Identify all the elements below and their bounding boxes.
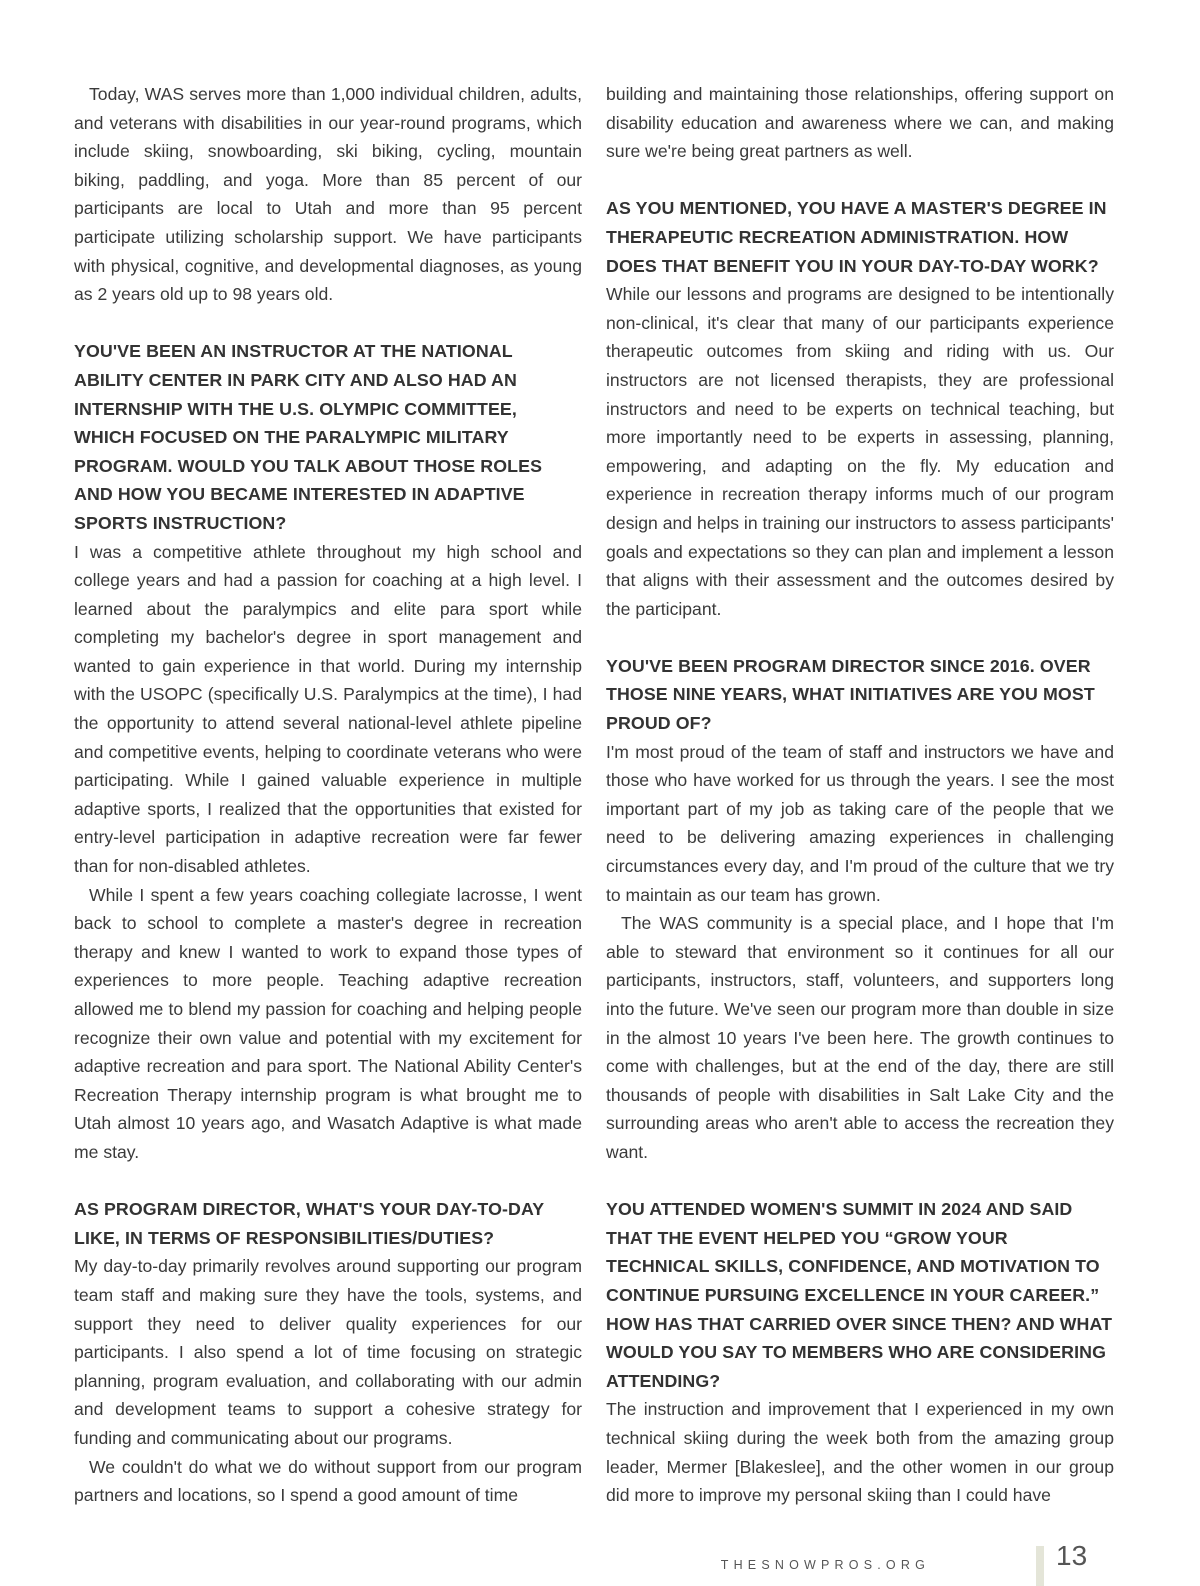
page-footer [720,1540,1090,1586]
right-column [606,80,1114,1510]
answer-3-paragraph: While our lessons and programs are designed to be intentionally non-clinical, it's clear that many of our participants experience therapeutic outcomes from skiing and riding with us. Our instructors are not licensed therapists, they are professional instructors and need to be experts on technical teaching, but more importantly need to be experts in assessing, planning, empowering, and adapting on the fly. My education and experience in recreation therapy informs much of our program design and helps in training our instructors to assess participants' goals and expectations so they can plan and implement a lesson that aligns with their assessment and the outcomes desired by the participant. [606,284,1114,619]
question-heading-2: AS PROGRAM DIRECTOR, WHAT'S YOUR DAY-TO-DAY LIKE, IN TERMS OF RESPONSIBILITIES/DUTIES? [74,1199,544,1248]
footer-divider-bar [1036,1546,1044,1586]
question-heading-1: YOU'VE BEEN AN INSTRUCTOR AT THE NATIONAL ABILITY CENTER IN PARK CITY AND ALSO HAD AN INTERNSHIP WITH THE U.S. OLYMPIC COMMITTEE, WHICH FOCUSED ON THE PARALYMPIC MILITARY PROGRAM. WOULD YOU TALK ABOUT THOSE ROLES AND HOW YOU BECAME INTERESTED IN ADAPTIVE SPORTS INSTRUCTION? [74,341,543,533]
answer-2-paragraph-1: My day-to-day primarily revolves around supporting our program team staff and making sure they have the tools, systems, and support they need to deliver quality experiences for our participants. I also spend a lot of time focusing on strategic planning, program evaluation, and collaborating with our admin and development teams to support a cohesive strategy for funding and communicating about our programs. [74,1256,582,1448]
question-heading-3: AS YOU MENTIONED, YOU HAVE A MASTER'S DEGREE IN THERAPEUTIC RECREATION ADMINISTRATION. HOW DOES THAT BENEFIT YOU IN YOUR DAY-TO-DAY WORK? [606,198,1107,276]
question-heading-4: YOU'VE BEEN PROGRAM DIRECTOR SINCE 2016. OVER THOSE NINE YEARS, WHAT INITIATIVES ARE YOU MOST PROUD OF? [606,655,1095,734]
answer-2-paragraph-2: We couldn't do what we do without support from our program partners and locations, so I spend a good amount of time [74,1456,582,1506]
intro-paragraph: Today, WAS serves more than 1,000 individual children, adults, and veterans with disabilities in our year-round programs, which include skiing, snowboarding, ski biking, cycling, mountain biking, paddling, and yoga. More than 85 percent of our participants are local to Utah and more than 95 percent participate utilizing scholarship support. We have participants with physical, cognitive, and developmental diagnoses, as young as 2 years old up to 98 years old. [74,84,582,305]
continuation-paragraph: building and maintaining those relationships, offering support on disability education and awareness where we can, and making sure we're being great partners as well. [606,84,1114,162]
page-number: 13 [1056,1540,1088,1571]
answer-1-paragraph-1: I was a competitive athlete throughout my high school and college years and had a passion for coaching at a high level. I learned about the paralympics and elite para sport while completing my bachelor's degree in sport management and wanted to gain experience in that world. During my internship with the USOPC (specifically U.S. Paralympics at the time), I had the opportunity to attend several national-level athlete pipeline and competitive events, helping to coordinate veterans who were participating. While I gained valuable experience in multiple adaptive sports, I realized that the opportunities that existed for entry-level participation in adaptive recreation were far fewer than for non-disabled athletes. [74,541,582,877]
left-column [74,80,582,1510]
answer-4-paragraph-2: The WAS community is a special place, and I hope that I'm able to steward that environment so it continues for all our participants, instructors, staff, volunteers, and supporters long into the future. We've seen our program more than double in size in the almost 10 years I've been here. The growth continues to come with challenges, but at the end of the day, there are still thousands of people with disabilities in Salt Lake City and the surrounding areas who aren't able to access the recreation they want. [606,913,1114,1162]
answer-1-paragraph-2: While I spent a few years coaching collegiate lacrosse, I went back to school to complete a master's degree in recreation therapy and knew I wanted to work to expand those types of experiences to more people. Teaching adaptive recreation allowed me to blend my passion for coaching and helping people recognize their own value and potential with my excitement for adaptive recreation and para sport. The National Ability Center's Recreation Therapy internship program is what brought me to Utah almost 10 years ago, and Wasatch Adaptive is what made me stay. [74,884,582,1162]
footer-site-url: THESNOWPROS.ORG [720,1558,930,1572]
answer-4-paragraph-1: I'm most proud of the team of staff and instructors we have and those who have worked for us through the years. I see the most important part of my job as taking care of the people that we need to be delivering amazing experiences in challenging circumstances every day, and I'm proud of the culture that we try to maintain as our team has grown. [606,741,1114,905]
question-heading-5: YOU ATTENDED WOMEN'S SUMMIT IN 2024 AND SAID THAT THE EVENT HELPED YOU “GROW YOUR TECHNICAL SKILLS, CONFIDENCE, AND MOTIVATION TO CONTINUE PURSUING EXCELLENCE IN YOUR CAREER.” HOW HAS THAT CARRIED OVER SINCE THEN? AND WHAT WOULD YOU SAY TO MEMBERS WHO ARE CONSIDERING ATTENDING? [606,1199,1113,1391]
answer-5-paragraph: The instruction and improvement that I experienced in my own technical skiing during the week both from the amazing group leader, Mermer [Blakeslee], and the other women in our group did more to improve my personal skiing than I could have [606,1399,1114,1506]
